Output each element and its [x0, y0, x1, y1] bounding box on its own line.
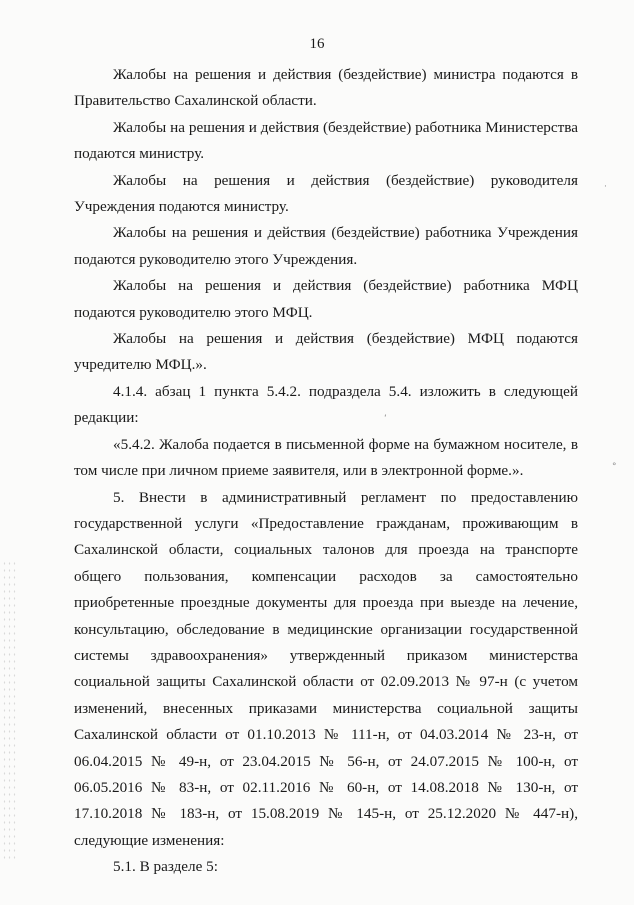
- paragraph-item-5-1: 5.1. В разделе 5:: [113, 858, 218, 876]
- paragraph-item-5: 5. Внести в административный регламент по предоставлению государственной услуги «Предоставление гражданам, проживающим в Сахалинской области, социальных талонов для проезда на транспорте общего пользования, компенсации расходов за самостоятельно приобретенные проездные документы для проезда при выезде на лечение, консультацию, обследование в медицинские организации государственной системы здравоохранения» утвержденный приказом министерства социальной защиты Сахалинской области от 02.09.2013 № 97-н (с учетом изменений, внесенных приказами министерства социальной защиты Сахалинской области от 01.10.2013 № 111-н, от 04.03.2014 № 23-н, от 06.04.2015 № 49-н, от 23.04.2015 № 56-н, от 24.07.2015 № 100-н, от 06.05.2016 № 83-н, от 02.11.2016 № 60-н, от 14.08.2018 № 130-н, от 17.10.2018 № 183-н, от 15.08.2019 № 145-н, от 25.12.2020 № 447-н), следующие изменения:: [74, 488, 578, 849]
- page-number: 16: [309, 36, 325, 52]
- scan-speck: ·: [604, 182, 607, 192]
- paragraph-complaint-institution-head: Жалобы на решения и действия (бездействие) руководителя Учреждения подаются министру.: [74, 171, 578, 216]
- scan-speck: °: [612, 462, 617, 472]
- document-body: [74, 62, 578, 881]
- scan-speck: ʻ: [384, 414, 387, 424]
- paragraph-complaint-minister: Жалобы на решения и действия (бездействие) министра подаются в Правительство Сахалинской области.: [74, 66, 578, 110]
- paragraph-complaint-mfc: Жалобы на решения и действия (бездействие) МФЦ подаются учредителю МФЦ.».: [74, 330, 578, 374]
- paragraph-quote-5-4-2: «5.4.2. Жалоба подается в письменной форме на бумажном носителе, в том числе при личном приеме заявителя, или в электронной форме.».: [74, 435, 578, 480]
- paragraph-complaint-ministry-worker: Жалобы на решения и действия (бездействие) работника Министерства подаются министру.: [74, 118, 578, 163]
- paragraph-complaint-institution-worker: Жалобы на решения и действия (бездействие) работника Учреждения подаются руководителю этого Учреждения.: [74, 224, 578, 268]
- paragraph-complaint-mfc-worker: Жалобы на решения и действия (бездействие) работника МФЦ подаются руководителю этого МФЦ.: [74, 277, 578, 321]
- scan-noise: [2, 560, 16, 860]
- paragraph-item-4-1-4: 4.1.4. абзац 1 пункта 5.4.2. подраздела 5.4. изложить в следующей редакции:: [74, 382, 578, 427]
